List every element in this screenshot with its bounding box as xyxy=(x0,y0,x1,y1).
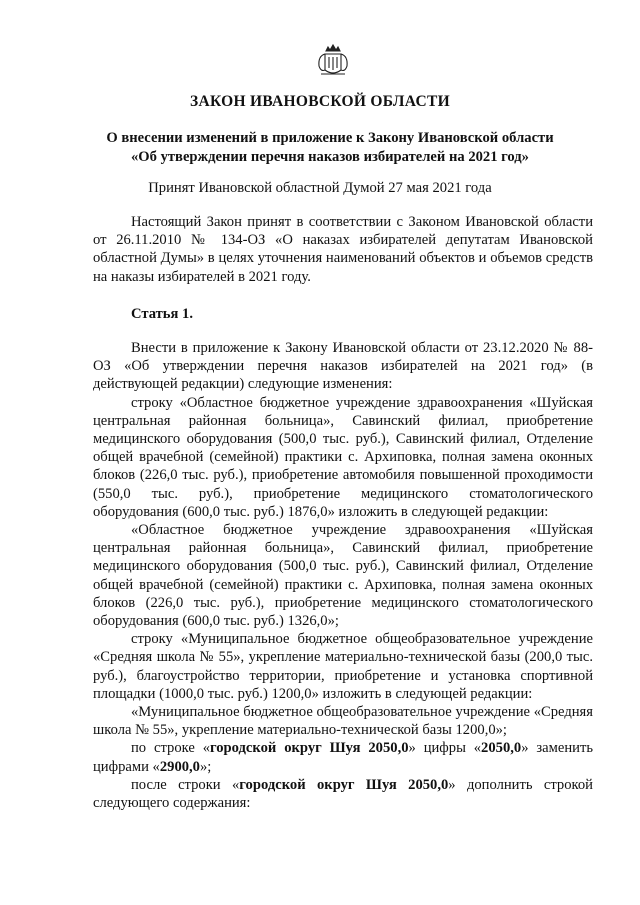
coat-of-arms-icon xyxy=(313,40,353,80)
intro-section xyxy=(93,213,593,286)
p6-bold-new: 2900,0 xyxy=(159,758,200,775)
paragraph-2: строку «Областное бюджетное учреждение здравоохранения «Шуйская центральная районная больница», Савинский филиал, приобретение медицинского оборудования (500,0 тыс. руб.), Савинский филиал, Отделение общей врачебной (семейной) практики с. Архиповка, полная замена оконных блоков (226,0 тыс. руб.), приобретение автомобиля повышенной проходимости (550,0 тыс. руб.), приобретение медицинского стоматологического оборудования (600,0 тыс. руб.) 1876,0» изложить в следующей редакции: xyxy=(93,394,593,520)
p6-bold-row: городской округ Шуя 2050,0 xyxy=(210,740,409,757)
paragraph-4: строку «Муниципальное бюджетное общеобразовательное учреждение «Средняя школа № 55», укрепление материально-технической базы (200,0 тыс. руб.), благоустройство территории, приобретение и установка спортивной площадки (1000,0 тыс. руб.) 1200,0» изложить в следующей редакции: xyxy=(93,631,593,702)
article-heading: Статья 1. xyxy=(131,306,193,322)
intro-paragraph: Настоящий Закон принят в соответствии с Законом Ивановской области от 26.11.2010 № 134-ОЗ «О наказах избирателей депутатам Ивановской областной Думы» в целях уточнения наименований объектов и объемов средств на наказы избирателей в 2021 году. xyxy=(93,214,593,285)
p6-text-e: » заменить цифрами « xyxy=(93,740,593,775)
p7-bold-row: городской округ Шуя 2050,0 xyxy=(239,776,449,793)
article-body xyxy=(93,339,593,812)
paragraph-3: «Областное бюджетное учреждение здравоохранения «Шуйская центральная районная больница», Савинский филиал, приобретение медицинского оборудования (500,0 тыс. руб.), Савинский филиал, Отделение общей врачебной (семейной) практики с. Архиповка, полная замена оконных блоков (226,0 тыс. руб.), приобретение медицинского стоматологического оборудования (600,0 тыс. руб.) 1326,0»; xyxy=(93,522,593,630)
p6-bold-old: 2050,0 xyxy=(481,740,522,757)
p7-text-a: после строки « xyxy=(131,776,240,793)
paragraph-1: Внести в приложение к Закону Ивановской области от 23.12.2020 № 88-ОЗ «Об утверждении перечня наказов избирателей на 2021 год» (в действующей редакции) следующие изменения: xyxy=(93,340,593,393)
paragraph-7 xyxy=(93,776,593,812)
p6-text-a: по строке « xyxy=(131,740,210,757)
subtitle-line-2: «Об утверждении перечня наказов избирателей на 2021 год» xyxy=(131,148,529,165)
law-subtitle xyxy=(60,129,600,166)
law-title: ЗАКОН ИВАНОВСКОЙ ОБЛАСТИ xyxy=(190,93,450,110)
p6-text-c: » цифры « xyxy=(408,740,482,757)
p7-text-c: » дополнить строкой следующего содержания: xyxy=(93,776,593,812)
paragraph-5: «Муниципальное бюджетное общеобразовательное учреждение «Средняя школа № 55», укрепление материально-технической базы 1200,0»; xyxy=(93,704,593,739)
paragraph-6 xyxy=(93,739,593,775)
subtitle-line-1: О внесении изменений в приложение к Закону Ивановской области xyxy=(106,130,554,146)
p6-text-g: »; xyxy=(199,758,212,775)
adoption-date-line: Принят Ивановской областной Думой 27 мая 2021 года xyxy=(148,180,492,196)
